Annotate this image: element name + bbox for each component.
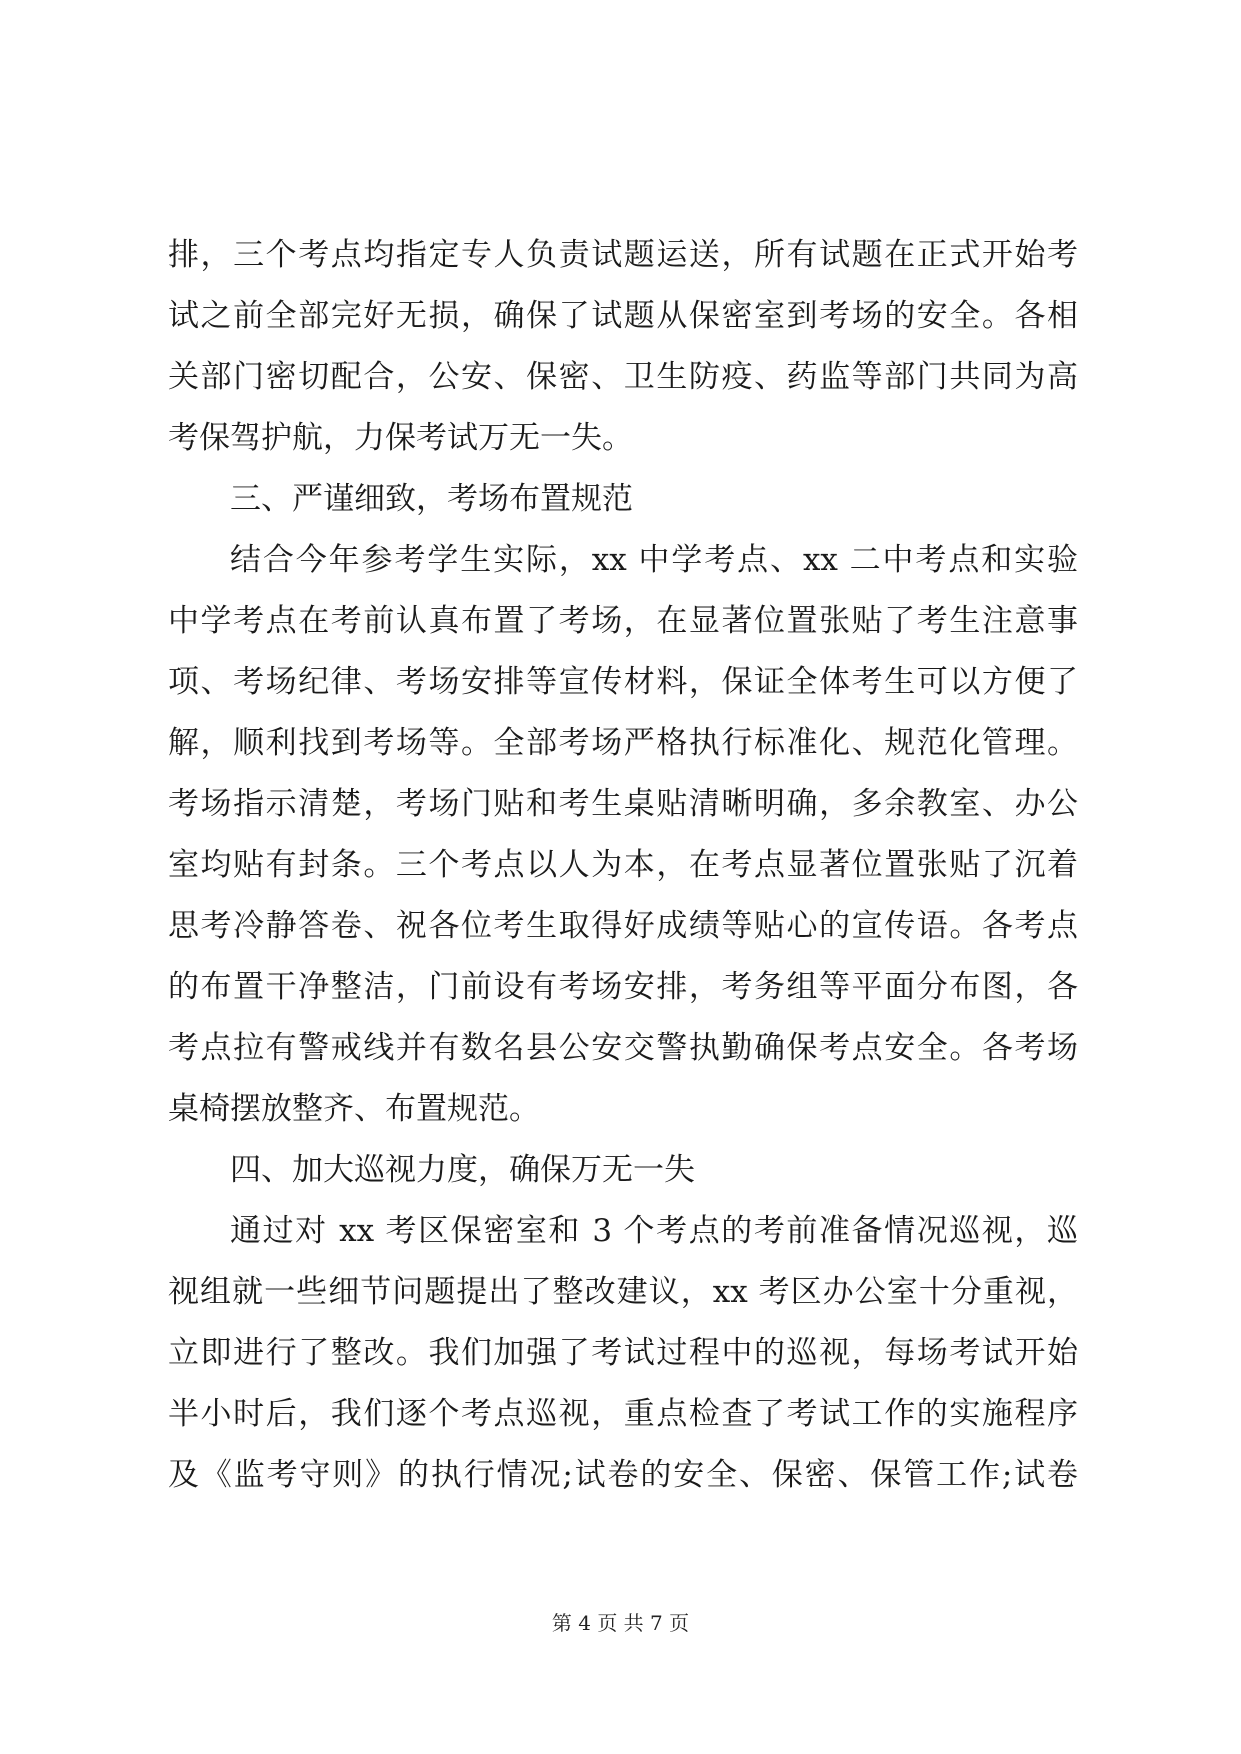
text-line: 排，三个考点均指定专人负责试题运送，所有试题在正式开始考 [168, 237, 1078, 273]
text-line: 视组就一些细节问题提出了整改建议，xx 考区办公室十分重视， [168, 1274, 1078, 1310]
text-line: 关部门密切配合，公安、保密、卫生防疫、药监等部门共同为高 [168, 359, 1078, 395]
text-line: 考保驾护航，力保考试万无一失。 [168, 420, 633, 456]
text-line: 试之前全部完好无损，确保了试题从保密室到考场的安全。各相 [168, 298, 1078, 334]
text-line: 桌椅摆放整齐、布置规范。 [168, 1091, 540, 1127]
text-line: 结合今年参考学生实际，xx 中学考点、xx 二中考点和实验 [230, 542, 1078, 578]
text-line: 解，顺利找到考场等。全部考场严格执行标准化、规范化管理。 [168, 725, 1078, 761]
body-text [168, 225, 1078, 1506]
text-line: 室均贴有封条。三个考点以人为本，在考点显著位置张贴了沉着 [168, 847, 1078, 883]
page-number: 第 4 页 共 7 页 [551, 1611, 690, 1635]
text-line: 半小时后，我们逐个考点巡视，重点检查了考试工作的实施程序 [168, 1396, 1078, 1432]
section-heading: 三、严谨细致，考场布置规范 [230, 481, 633, 517]
text-line: 立即进行了整改。我们加强了考试过程中的巡视，每场考试开始 [168, 1335, 1078, 1371]
text-line: 思考冷静答卷、祝各位考生取得好成绩等贴心的宣传语。各考点 [168, 908, 1078, 944]
text-line: 及《监考守则》的执行情况;试卷的安全、保密、保管工作;试卷 [168, 1457, 1078, 1493]
text-line: 项、考场纪律、考场安排等宣传材料，保证全体考生可以方便了 [168, 664, 1078, 700]
section-heading: 四、加大巡视力度，确保万无一失 [230, 1152, 695, 1188]
text-line: 考点拉有警戒线并有数名县公安交警执勤确保考点安全。各考场 [168, 1030, 1078, 1066]
text-line: 通过对 xx 考区保密室和 3 个考点的考前准备情况巡视，巡 [230, 1213, 1078, 1249]
text-line: 中学考点在考前认真布置了考场，在显著位置张贴了考生注意事 [168, 603, 1078, 639]
text-line: 考场指示清楚，考场门贴和考生桌贴清晰明确，多余教室、办公 [168, 786, 1078, 822]
text-line: 的布置干净整洁，门前设有考场安排，考务组等平面分布图，各 [168, 969, 1078, 1005]
